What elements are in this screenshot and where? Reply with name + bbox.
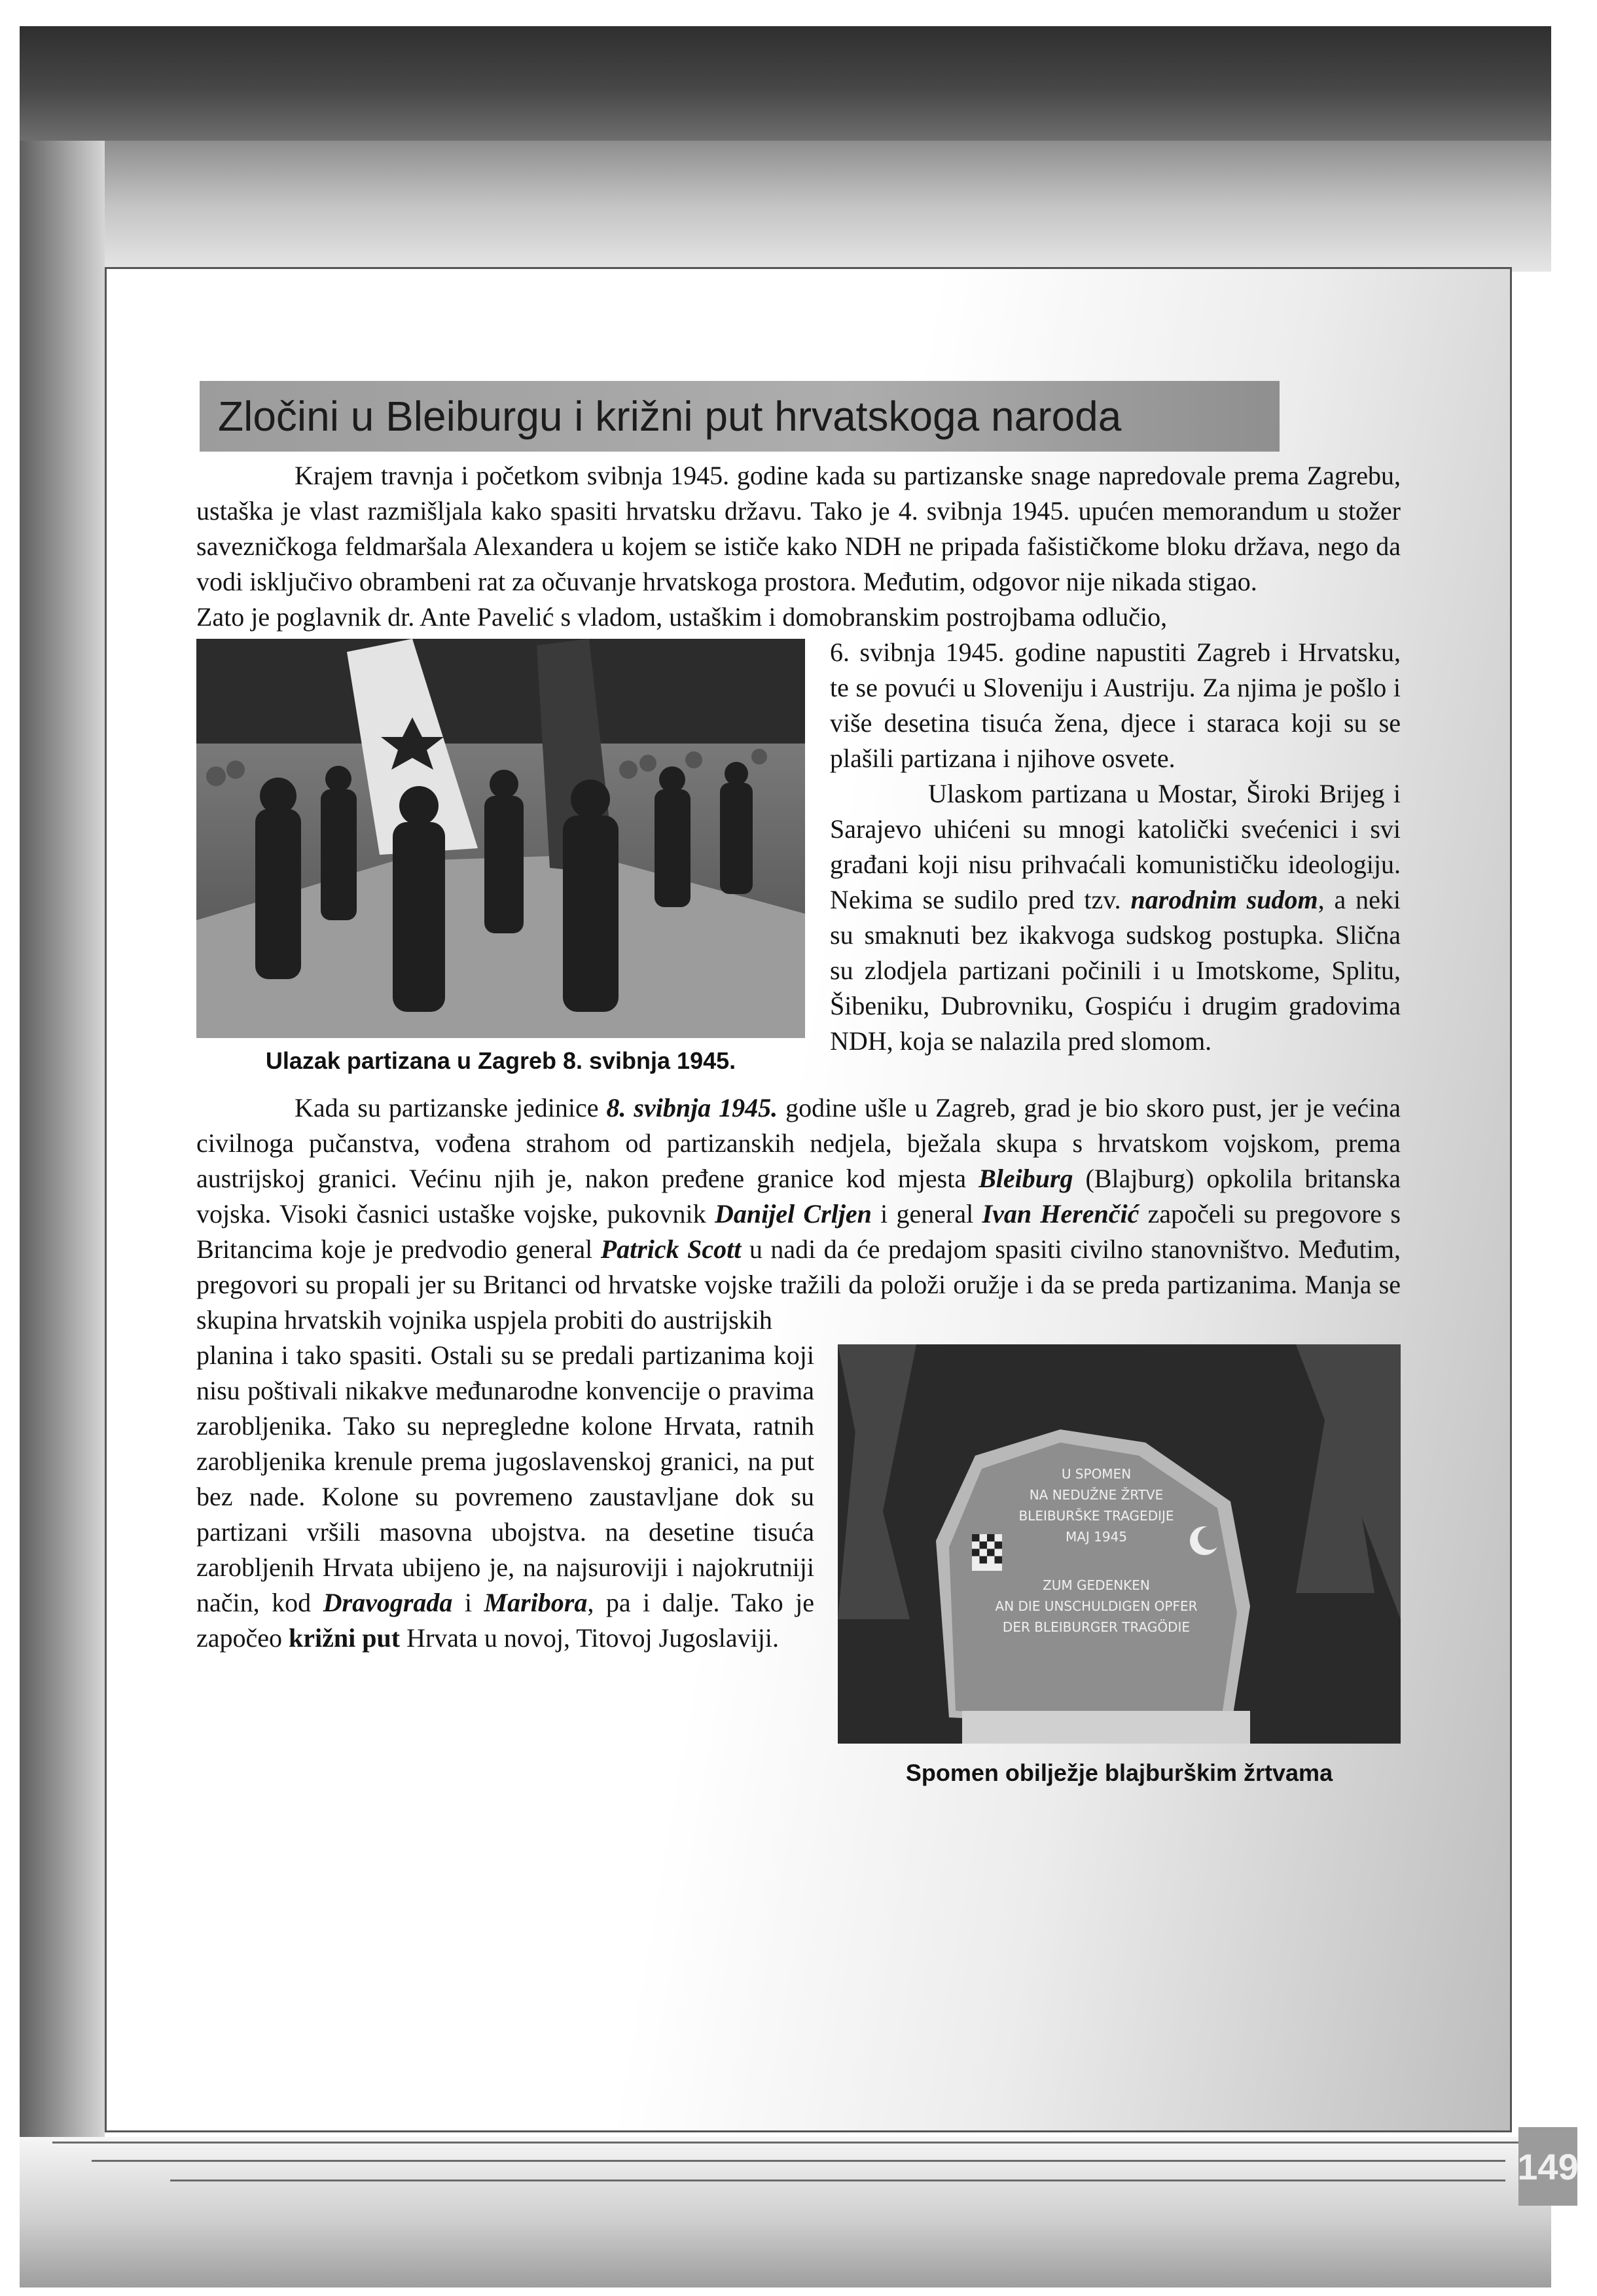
p4-scott: Patrick Scott	[600, 1234, 742, 1264]
page-number: 149	[1518, 2127, 1577, 2206]
stone-line: AN DIE UNSCHULDIGEN OPFER	[995, 1598, 1198, 1614]
paragraph-2-lead: Zato je poglavnik dr. Ante Pavelić s vladom, ustaškim i domobranskim postrojbama odlučio,	[196, 602, 1168, 632]
memorial-photo	[838, 1344, 1401, 1744]
figure-parade	[196, 639, 805, 1084]
article-body	[196, 458, 1401, 1803]
stone-line: DER BLEIBURGER TRAGÖDIE	[1002, 1619, 1191, 1635]
p5-maribor: Maribora	[484, 1588, 588, 1617]
left-shadow	[20, 141, 105, 2209]
p5-text-c: , pa i dalje. Tako je započeo	[196, 1588, 814, 1653]
stone-line: ZUM GEDENKEN	[1043, 1577, 1150, 1593]
p4-text-c: (Blajburg) opkolila britanska vojska. Visoki časnici ustaške vojske, pukovnik	[196, 1164, 1401, 1229]
paragraph-4	[196, 1090, 1401, 1338]
figure-memorial	[838, 1344, 1401, 1796]
top-gradient	[20, 141, 1551, 272]
stone-line: NA NEDUŽNE ŽRTVE	[1029, 1487, 1164, 1503]
p4-text-a: Kada su partizanske jedinice	[295, 1093, 607, 1122]
p5-text-b: i	[452, 1588, 484, 1617]
paragraph-1: Krajem travnja i početkom svibnja 1945. godine kada su partizanske snage napredovale prema Zagrebu, ustaška je vlast razmišljala kako spasiti hrvatsku državu. Tako je 4. svibnja 1945. upućen memorandum u stožer savezničkoga feldmaršala Alexandera u kojem se ističe kako NDH ne pripada fašističkome bloku država, nego da vodi isključivo obrambeni rat za očuvanje hrvatskoga prostora. Međutim, odgovor nije nikada stigao.	[196, 461, 1401, 596]
paragraph-2: 6. svibnja 1945. godine napustiti Zagreb i Hrvatsku, te se povući u Sloveniju i Austriju. Za njima je pošlo i više desetina tisuća žena, djece i staraca koji su se plašili partizana i njihove osvete.	[830, 637, 1401, 773]
bottom-line	[170, 2179, 1505, 2181]
p5-dravograd: Dravograda	[323, 1588, 453, 1617]
p3-emphasis: narodnim sudom	[1130, 885, 1318, 914]
stone-line: MAJ 1945	[1065, 1529, 1128, 1545]
top-shadow-band	[20, 26, 1551, 141]
parade-caption: Ulazak partizana u Zagreb 8. svibnja 1945.	[265, 1047, 736, 1074]
bottom-line	[92, 2160, 1505, 2162]
parade-photo	[196, 639, 805, 1038]
p4-text-e: započeli su pregovore s Britancima koje je predvodio general	[196, 1199, 1401, 1264]
bottom-line	[52, 2142, 1518, 2144]
page-title: Zločini u Bleiburgu i križni put hrvatskoga naroda	[200, 381, 1280, 452]
p4-bleiburg: Bleiburg	[978, 1164, 1073, 1193]
memorial-image-icon	[838, 1344, 1401, 1744]
p4-text-b: godine ušle u Zagreb, grad je bio skoro pust, jer je većina civilnoga pučanstva, vođena strahom od partizanskih nedjela, bježala skupa s hrvatskom vojskom, prema austrijskoj granici. Većinu njih je, nakon pređene granice kod mjesta	[196, 1093, 1401, 1193]
stone-line: BLEIBURŠKE TRAGEDIJE	[1018, 1508, 1174, 1524]
p5-text-d: Hrvata u novoj, Titovoj Jugoslaviji.	[400, 1623, 779, 1653]
stone-line: U SPOMEN	[1061, 1466, 1132, 1482]
p3-text-a: Ulaskom partizana u Mostar, Široki Brijeg i Sarajevo uhićeni su mnogi katolički svećenici i svi građani koji nisu prihvaćali komunističku ideologiju. Nekima se sudilo pred tzv.	[830, 779, 1401, 914]
p5-text-a: planina i tako spasiti. Ostali su se predali partizanima koji nisu poštivali nikakve međunarodne konvencije o pravima zarobljenika. Tako su nepregledne kolone Hrvata, ratnih zarobljenika krenule prema jugoslavenskoj granici, na put bez nade. Kolone su povremeno zaustavljane dok su partizani vršili masovna ubojstva. na desetine tisuća zarobljenih Hrvata ubijeno je, na najsuroviji i najokrutniji način, kod	[196, 1340, 814, 1617]
p3-text-b: , a neki su smaknuti bez ikakvoga sudskog postupka. Slična su zlodjela partizani počinili i u Imotskome, Splitu, Šibeniku, Dubrovniku, Gospiću i drugim gradovima NDH, koja se nalazila pred slomom.	[830, 885, 1401, 1056]
parade-image-icon	[196, 639, 805, 1038]
p4-crljen: Danijel Crljen	[714, 1199, 872, 1229]
croatian-coat-of-arms-icon	[972, 1534, 1002, 1571]
p4-text-d: i general	[871, 1199, 982, 1229]
p4-text-f: u nadi da će predajom spasiti civilno stanovništvo. Međutim, pregovori su propali jer su Britanci od hrvatske vojske tražili da položi oružje i da se preda partizanima. Manja se skupina hrvatskih vojnika uspjela probiti do austrijskih	[196, 1234, 1401, 1335]
p4-date: 8. svibnja 1945.	[606, 1093, 778, 1122]
p4-herencic: Ivan Herenčić	[982, 1199, 1139, 1229]
memorial-caption: Spomen obilježje blajburškim žrtvama	[905, 1759, 1333, 1786]
p5-krizni-put: križni put	[289, 1623, 401, 1653]
